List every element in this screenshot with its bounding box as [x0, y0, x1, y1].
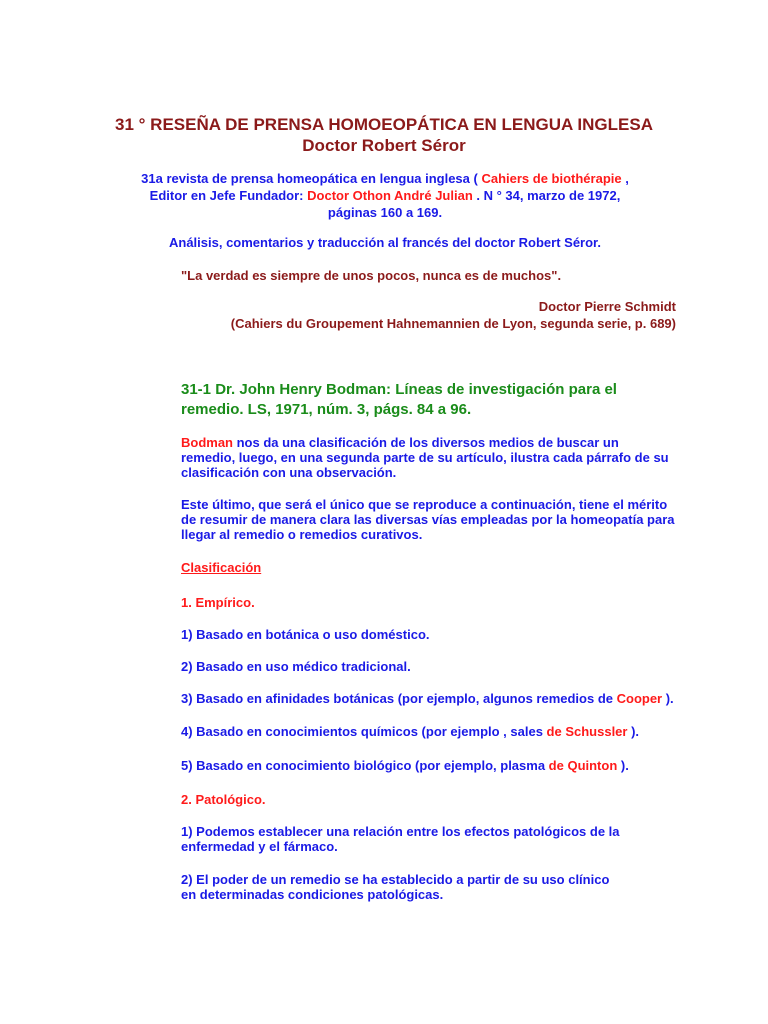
empirico-item-4-end: ).	[627, 724, 640, 739]
empirico-item-2: 2) Basado en uso médico tradicional.	[181, 659, 411, 674]
section-heading	[181, 380, 681, 420]
section-heading-line-1: 31-1 Dr. John Henry Bodman: Líneas de investigación para el	[181, 381, 617, 398]
quote-attribution	[231, 298, 676, 332]
editor-name: Doctor Othon André Julian	[307, 188, 473, 203]
paragraph-summary: Este último, que será el único que se reproduce a continuación, tiene el mérito de resumir de manera clara las diversas vías empleadas por la homeopatía para llegar al remedio o remedios curativos.	[181, 497, 675, 542]
empirico-item-4-text: 4) Basado en conocimientos químicos (por ejemplo , sales	[181, 724, 547, 739]
patologico-item-1: 1) Podemos establecer una relación entre los efectos patológicos de la enfermedad y el fármaco.	[181, 824, 620, 854]
bodman-name: Bodman	[181, 435, 233, 450]
intro-text-4: . N ° 34, marzo de 1972,	[472, 188, 621, 203]
schussler-name: de Schussler	[546, 724, 628, 739]
paragraph-bodman	[181, 435, 676, 480]
title-author: Doctor Robert Séror	[302, 136, 466, 155]
cooper-name: Cooper	[616, 691, 663, 706]
journal-name: Cahiers de biothérapie	[481, 171, 622, 186]
empirico-item-1: 1) Basado en botánica o uso doméstico.	[181, 627, 430, 642]
paragraph-bodman-text: nos da una clasificación de los diversos medios de buscar un remedio, luego, en una segunda parte de su artículo, ilustra cada párrafo de su clasificación con una observación.	[181, 435, 669, 480]
empirico-item-5	[181, 758, 681, 773]
quote-source: (Cahiers du Groupement Hahnemannien de Lyon, segunda serie, p. 689)	[230, 316, 676, 331]
intro-line-2	[120, 187, 650, 204]
quote: "La verdad es siempre de unos pocos, nunca es de muchos".	[181, 268, 562, 283]
intro-block	[120, 170, 650, 221]
intro-text-3: Editor en Jefe Fundador:	[149, 188, 308, 203]
patologico-heading: 2. Patológico.	[181, 792, 266, 807]
empirico-item-3	[181, 691, 681, 706]
empirico-item-5-end: ).	[617, 758, 629, 773]
intro-line-1	[120, 170, 650, 187]
classification-heading: Clasificación	[181, 560, 262, 575]
document-title	[0, 114, 768, 156]
section-heading-line-2: remedio. LS, 1971, núm. 3, págs. 84 a 96.	[181, 401, 472, 418]
empirico-item-4	[181, 724, 681, 739]
analysis-note: Análisis, comentarios y traducción al francés del doctor Robert Séror.	[168, 235, 601, 250]
patologico-item-2: 2) El poder de un remedio se ha establecido a partir de su uso clínico en determinadas condiciones patológicas.	[181, 872, 610, 902]
empirico-heading: 1. Empírico.	[181, 595, 255, 610]
empirico-item-3-end: ).	[662, 691, 674, 706]
quote-author: Doctor Pierre Schmidt	[538, 299, 676, 314]
intro-line-3: páginas 160 a 169.	[327, 205, 443, 220]
empirico-item-3-text: 3) Basado en afinidades botánicas (por ejemplo, algunos remedios de	[181, 691, 617, 706]
empirico-item-5-text: 5) Basado en conocimiento biológico (por ejemplo, plasma	[181, 758, 549, 773]
intro-text-2: ,	[621, 171, 629, 186]
title-line-1: 31 ° RESEÑA DE PRENSA HOMOEOPÁTICA EN LENGUA INGLESA	[115, 115, 653, 134]
intro-text-1: 31a revista de prensa homeopática en lengua inglesa (	[141, 171, 482, 186]
quinton-name: de Quinton	[548, 758, 618, 773]
